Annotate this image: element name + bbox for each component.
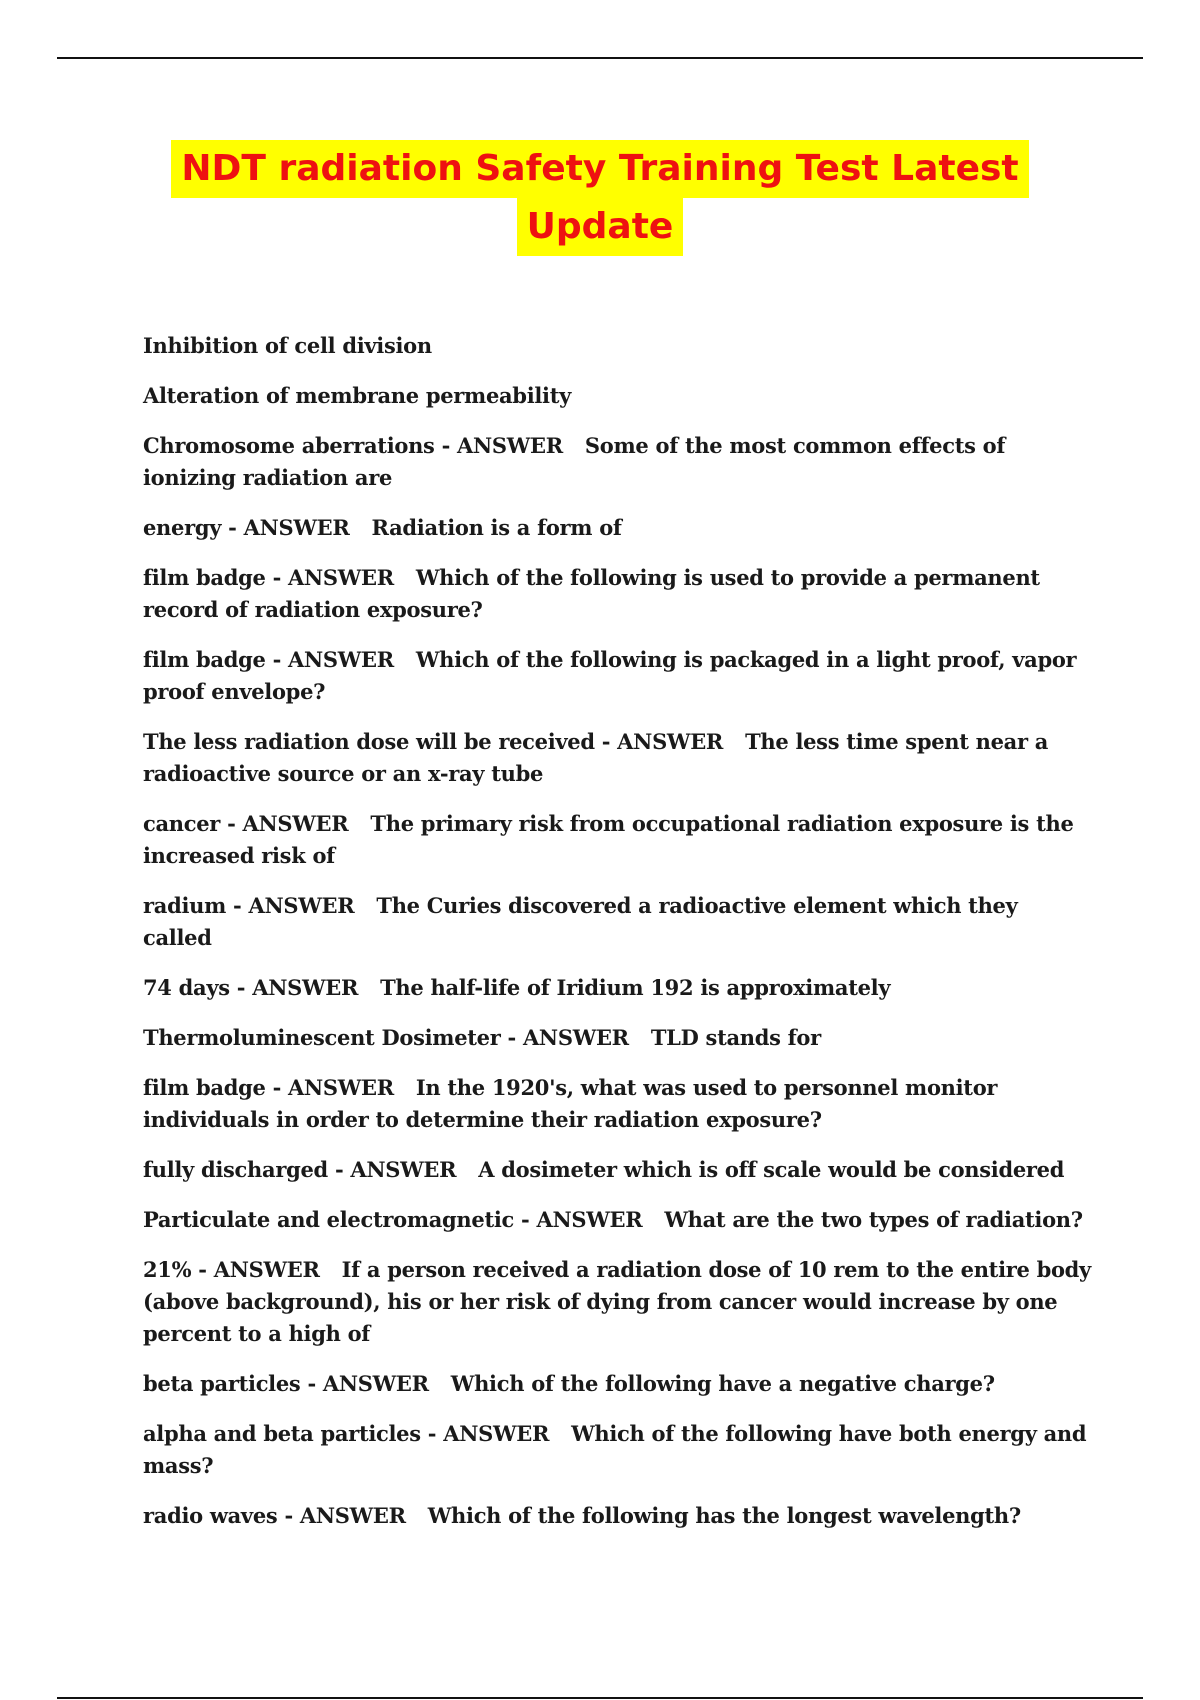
- answer-marker: - ANSWER: [334, 1157, 457, 1182]
- qa-answer: beta particles: [143, 1371, 301, 1396]
- qa-question: Which of the following has the longest wavelength?: [427, 1503, 1021, 1528]
- qa-question: The less time spent near a radioactive source or an x-ray tube: [143, 729, 1049, 786]
- qa-answer: cancer: [143, 811, 221, 836]
- qa-answer: energy: [143, 515, 222, 540]
- answer-marker: - ANSWER: [284, 1503, 406, 1528]
- answer-marker: - ANSWER: [236, 975, 359, 1000]
- answer-marker: - ANSWER: [227, 811, 349, 836]
- title-line-1: NDT radiation Safety Training Test Latest: [171, 140, 1028, 198]
- qa-item: [143, 808, 1093, 872]
- title-line-2: Update: [517, 198, 684, 256]
- answer-marker: - ANSWER: [228, 515, 350, 540]
- qa-answer: Particulate and electromagnetic: [143, 1207, 515, 1232]
- qa-answer: Thermoluminescent Dosimeter: [143, 1025, 501, 1050]
- qa-question: What are the two types of radiation?: [664, 1207, 1083, 1232]
- qa-question: Some of the most common effects of ionizing radiation are: [143, 433, 1006, 490]
- qa-item: [143, 1204, 1093, 1236]
- answer-marker: - ANSWER: [272, 565, 394, 590]
- qa-answer: 21%: [143, 1257, 192, 1282]
- qa-answer: Alteration of membrane permeability: [143, 383, 572, 408]
- qa-answer: fully discharged: [143, 1157, 328, 1182]
- qa-item: [143, 644, 1093, 708]
- qa-item: [143, 972, 1093, 1004]
- answer-marker: - ANSWER: [272, 647, 394, 672]
- answer-marker: - ANSWER: [507, 1025, 629, 1050]
- answer-marker: - ANSWER: [441, 433, 563, 458]
- qa-list: [143, 330, 1093, 1550]
- qa-item: [143, 430, 1093, 494]
- qa-question: If a person received a radiation dose of 10 rem to the entire body (above background), his or her risk of dying from cancer would increase by one percent to a high of: [143, 1257, 1091, 1346]
- document-title: [0, 140, 1200, 256]
- qa-item: [143, 1254, 1093, 1350]
- qa-question: TLD stands for: [650, 1025, 821, 1050]
- qa-answer: film badge: [143, 565, 266, 590]
- qa-answer: radio waves: [143, 1503, 278, 1528]
- qa-item: [143, 1072, 1093, 1136]
- qa-item: [143, 380, 1093, 412]
- qa-question: Radiation is a form of: [371, 515, 622, 540]
- qa-answer: Inhibition of cell division: [143, 333, 432, 358]
- qa-question: A dosimeter which is off scale would be considered: [478, 1157, 1065, 1182]
- qa-item: [143, 1022, 1093, 1054]
- qa-answer: radium: [143, 893, 227, 918]
- qa-item: [143, 562, 1093, 626]
- answer-marker: - ANSWER: [601, 729, 724, 754]
- answer-marker: - ANSWER: [307, 1371, 429, 1396]
- qa-question: Which of the following is used to provide a permanent record of radiation exposure?: [143, 565, 1040, 622]
- qa-item: [143, 512, 1093, 544]
- answer-marker: - ANSWER: [198, 1257, 320, 1282]
- qa-item: [143, 330, 1093, 362]
- qa-answer: The less radiation dose will be received: [143, 729, 595, 754]
- header-rule: [57, 57, 1143, 59]
- qa-question: Which of the following is packaged in a light proof, vapor proof envelope?: [143, 647, 1077, 704]
- answer-marker: - ANSWER: [521, 1207, 643, 1232]
- qa-item: [143, 726, 1093, 790]
- answer-marker: - ANSWER: [272, 1075, 394, 1100]
- qa-question: In the 1920's, what was used to personnel monitor individuals in order to determine their radiation exposure?: [143, 1075, 998, 1132]
- qa-question: The primary risk from occupational radiation exposure is the increased risk of: [143, 811, 1074, 868]
- footer-rule: [57, 1697, 1143, 1699]
- answer-marker: - ANSWER: [427, 1421, 550, 1446]
- qa-answer: alpha and beta particles: [143, 1421, 421, 1446]
- qa-question: Which of the following have both energy and mass?: [143, 1421, 1087, 1478]
- qa-answer: 74 days: [143, 975, 230, 1000]
- qa-answer: Chromosome aberrations: [143, 433, 435, 458]
- answer-marker: - ANSWER: [233, 893, 355, 918]
- qa-item: [143, 1418, 1093, 1482]
- qa-item: [143, 1368, 1093, 1400]
- qa-question: Which of the following have a negative charge?: [450, 1371, 995, 1396]
- qa-answer: film badge: [143, 1075, 266, 1100]
- qa-answer: film badge: [143, 647, 266, 672]
- qa-question: The Curies discovered a radioactive element which they called: [143, 893, 1018, 950]
- qa-item: [143, 1500, 1093, 1532]
- qa-question: The half-life of Iridium 192 is approximately: [380, 975, 891, 1000]
- qa-item: [143, 890, 1093, 954]
- qa-item: [143, 1154, 1093, 1186]
